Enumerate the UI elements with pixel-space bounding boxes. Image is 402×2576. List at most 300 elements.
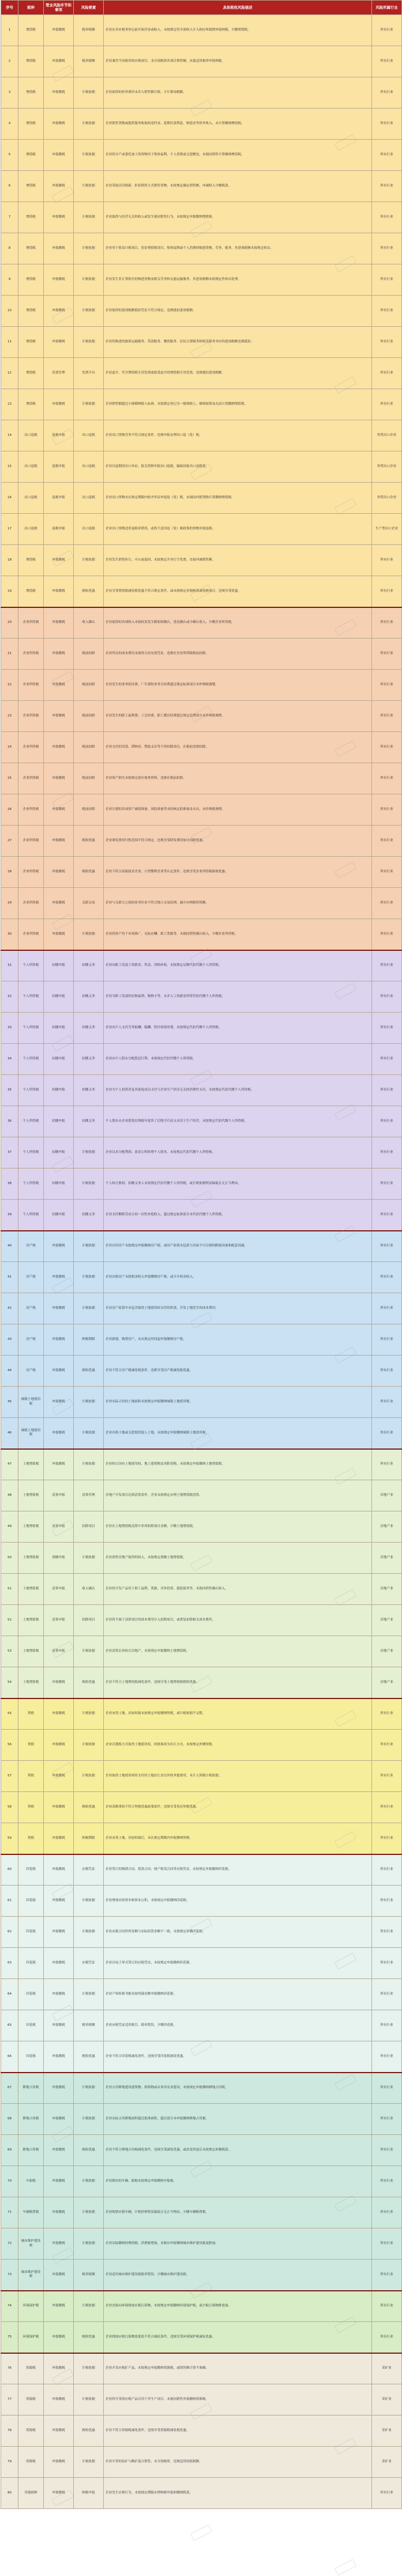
table-row bbox=[1, 545, 402, 576]
cell-industry: 所有行业 bbox=[372, 794, 402, 826]
table-row bbox=[1, 1356, 402, 1387]
cell-no: 12 bbox=[1, 358, 18, 389]
cell-industry: 所有行业 bbox=[372, 670, 402, 701]
cell-tax: 增值税 bbox=[18, 264, 44, 296]
table-row bbox=[1, 140, 402, 171]
cell-desc: 企业支付的罚款、滞纳金、赞助支出等不得扣除项目，在税前违规扣除。 bbox=[104, 732, 372, 763]
cell-tax: 企业所得税 bbox=[18, 639, 44, 670]
cell-desc: 企业不符合印花税减免条件，违规享受印花税减免优惠。 bbox=[104, 2041, 372, 2073]
cell-risk: 计税依据 bbox=[74, 2104, 104, 2135]
cell-link: 申报缴税 bbox=[44, 46, 74, 77]
cell-tax: 城市维护建设税 bbox=[18, 2228, 44, 2260]
cell-no: 9 bbox=[1, 264, 18, 296]
cell-risk: 计税依据 bbox=[74, 202, 104, 233]
cell-risk: 税率税额 bbox=[74, 2260, 104, 2291]
cell-industry: 房地产业 bbox=[372, 1667, 402, 1698]
cell-no: 10 bbox=[1, 296, 18, 327]
cell-tax: 土地增值税 bbox=[18, 1574, 44, 1605]
cell-no: 6 bbox=[1, 171, 18, 202]
cell-risk: 计税依据 bbox=[74, 1418, 104, 1449]
cell-industry: 所有行业 bbox=[372, 981, 402, 1013]
cell-industry: 房地产业 bbox=[372, 1636, 402, 1667]
cell-no: 31 bbox=[1, 950, 18, 981]
cell-desc: 企业实际缴纳的增值税、消费税增加，未相应申报缴纳城市维护建设税及附加。 bbox=[104, 2228, 372, 2260]
table-row bbox=[1, 732, 402, 763]
cell-risk: 计税依据 bbox=[74, 2447, 104, 2478]
table-row bbox=[1, 981, 402, 1013]
cell-industry: 所有行业 bbox=[372, 2228, 402, 2260]
cell-industry: 房地产业 bbox=[372, 1543, 402, 1574]
cell-tax: 印花税 bbox=[18, 1886, 44, 1917]
cell-no: 3 bbox=[1, 77, 18, 109]
cell-no: 54 bbox=[1, 1667, 18, 1698]
cell-link: 申报缴税 bbox=[44, 2073, 74, 2104]
cell-desc: 企业清算后再转让房地产，未按规定申报缴纳土地增值税。 bbox=[104, 1636, 372, 1667]
cell-link: 申报缴税 bbox=[44, 794, 74, 826]
table-row bbox=[1, 2291, 402, 2322]
cell-link: 发票管理 bbox=[44, 358, 74, 389]
cell-tax: 契税 bbox=[18, 1823, 44, 1854]
cell-no: 77 bbox=[1, 2384, 18, 2416]
cell-link: 申报缴税 bbox=[44, 2135, 74, 2166]
cell-industry: 采矿业 bbox=[372, 2447, 402, 2478]
table-row bbox=[1, 1480, 402, 1511]
cell-no: 36 bbox=[1, 1106, 18, 1137]
cell-industry: 外贸出口企业 bbox=[372, 483, 402, 514]
cell-industry: 所有行业 bbox=[372, 639, 402, 670]
cell-no: 51 bbox=[1, 1574, 18, 1605]
header-link: 管业风险环节和事项 bbox=[44, 1, 74, 15]
cell-risk: 计税依据 bbox=[74, 296, 104, 327]
cell-no: 62 bbox=[1, 1917, 18, 1948]
cell-tax: 城镇土地使用税 bbox=[18, 1387, 44, 1418]
table-row bbox=[1, 576, 402, 607]
cell-industry: 所有行业 bbox=[372, 950, 402, 981]
cell-risk: 税率税额 bbox=[74, 46, 104, 77]
cell-no: 61 bbox=[1, 1886, 18, 1917]
cell-desc: 企业出口货物未在规定期限内收齐单证申报退（免）税，未视同内销货物计算缴纳增值税。 bbox=[104, 483, 372, 514]
table-row bbox=[1, 2104, 402, 2135]
table-row bbox=[1, 950, 402, 981]
cell-link: 申报缴税 bbox=[44, 826, 74, 857]
cell-no: 52 bbox=[1, 1605, 18, 1636]
cell-link: 预缴申报 bbox=[44, 1543, 74, 1574]
cell-tax: 土地增值税 bbox=[18, 1511, 44, 1543]
cell-tax: 个人所得税 bbox=[18, 950, 44, 981]
cell-no: 38 bbox=[1, 1168, 18, 1200]
cell-tax: 土地增值税 bbox=[18, 1543, 44, 1574]
cell-link: 退税申报 bbox=[44, 514, 74, 545]
table-row bbox=[1, 857, 402, 888]
cell-link: 申报缴税 bbox=[44, 389, 74, 420]
cell-desc: 企业向个人支付劳务报酬、稿酬、特许权使用费，未按规定代扣代缴个人所得税。 bbox=[104, 1013, 372, 1044]
cell-no: 11 bbox=[1, 327, 18, 358]
cell-no: 73 bbox=[1, 2260, 18, 2291]
cell-tax: 个人所得税 bbox=[18, 1075, 44, 1106]
cell-tax: 资源税 bbox=[18, 2416, 44, 2447]
cell-link: 申报缴税 bbox=[44, 1730, 74, 1761]
cell-desc: 企业承受土地、房屋权属后，未在规定期限内申报缴纳契税。 bbox=[104, 1823, 372, 1854]
cell-industry: 所有行业 bbox=[372, 1979, 402, 2010]
cell-tax: 个人所得税 bbox=[18, 1106, 44, 1137]
cell-no: 55 bbox=[1, 1698, 18, 1730]
cell-no: 60 bbox=[1, 1854, 18, 1886]
cell-link: 申报缴税 bbox=[44, 1761, 74, 1792]
tax-risk-table bbox=[1, 0, 402, 2509]
table-row bbox=[1, 1886, 402, 1917]
cell-no: 57 bbox=[1, 1761, 18, 1792]
cell-tax: 房产税 bbox=[18, 1231, 44, 1262]
cell-link: 申报缴税 bbox=[44, 1262, 74, 1293]
table-row bbox=[1, 2478, 402, 2509]
cell-link: 扣缴申报 bbox=[44, 981, 74, 1013]
table-row bbox=[1, 2416, 402, 2447]
cell-link: 申报缴税 bbox=[44, 202, 74, 233]
cell-no: 42 bbox=[1, 1293, 18, 1324]
cell-industry: 所有行业 bbox=[372, 15, 402, 46]
cell-link: 申报缴税 bbox=[44, 2478, 74, 2509]
cell-desc: 企业不符合土地增值税减免条件，违规享受土地增值税税收优惠。 bbox=[104, 1667, 372, 1698]
header-no: 序号 bbox=[1, 1, 18, 15]
cell-industry: 所有行业 bbox=[372, 1137, 402, 1168]
cell-desc: 企业改制重组不符合契税优惠政策条件，违规享受免征契税优惠。 bbox=[104, 1792, 372, 1823]
cell-link: 申报缴税 bbox=[44, 2197, 74, 2228]
cell-no: 44 bbox=[1, 1356, 18, 1387]
table-row bbox=[1, 1917, 402, 1948]
cell-desc: 房地产开发项目达到清算条件，企业未按规定办理土地增值税清算。 bbox=[104, 1480, 372, 1511]
cell-risk: 扣缴义务 bbox=[74, 1106, 104, 1137]
cell-risk: 税收优惠 bbox=[74, 2041, 104, 2073]
cell-link: 申报缴税 bbox=[44, 732, 74, 763]
cell-industry: 房地产业 bbox=[372, 1480, 402, 1511]
cell-link: 申报缴税 bbox=[44, 15, 74, 46]
cell-tax: 耕地占用税 bbox=[18, 2073, 44, 2104]
cell-no: 74 bbox=[1, 2291, 18, 2322]
cell-no: 58 bbox=[1, 1792, 18, 1823]
watermark-mark bbox=[190, 2524, 212, 2541]
cell-risk: 关联交易 bbox=[74, 888, 104, 919]
cell-industry: 所有行业 bbox=[372, 2104, 402, 2135]
cell-no: 78 bbox=[1, 2416, 18, 2447]
cell-industry: 所有行业 bbox=[372, 202, 402, 233]
cell-link: 申报缴税 bbox=[44, 2291, 74, 2322]
cell-link: 退税申报 bbox=[44, 451, 74, 483]
table-row bbox=[1, 233, 402, 264]
cell-risk: 计税依据 bbox=[74, 1886, 104, 1917]
cell-tax: 土地增值税 bbox=[18, 1480, 44, 1511]
cell-desc: 企业销售货物或提供服务收取的违约金、延期付款利息、赔偿金等价外收入，未计算缴纳增值税。 bbox=[104, 109, 372, 140]
cell-desc: 企业适用城市维护建设税税率错误，少缴城市维护建设税。 bbox=[104, 2260, 372, 2291]
cell-desc: 企业取得的价外费用未并入销售额计税，少计销项税额。 bbox=[104, 77, 372, 109]
cell-industry: 所有行业 bbox=[372, 1262, 402, 1293]
header-risk: 风险要素 bbox=[74, 1, 104, 15]
cell-industry: 所有行业 bbox=[372, 1200, 402, 1231]
table-row bbox=[1, 2228, 402, 2260]
cell-no: 15 bbox=[1, 451, 18, 483]
cell-desc: 企业发生销售折让、中止或退回，未按规定开具红字发票，直接冲减销售额。 bbox=[104, 545, 372, 576]
cell-tax: 印花税 bbox=[18, 1948, 44, 1979]
cell-desc: 企业列支的成本费用未取得合法有效凭证，违规在企业所得税税前扣除。 bbox=[104, 639, 372, 670]
cell-link: 申报缴税 bbox=[44, 2166, 74, 2197]
cell-industry: 所有行业 bbox=[372, 1792, 402, 1823]
cell-risk: 计税依据 bbox=[74, 1698, 104, 1730]
cell-link: 申报缴税 bbox=[44, 576, 74, 607]
cell-no: 80 bbox=[1, 2478, 18, 2509]
cell-tax: 增值税 bbox=[18, 327, 44, 358]
cell-no: 68 bbox=[1, 2104, 18, 2135]
cell-industry: 所有行业 bbox=[372, 389, 402, 420]
table-row bbox=[1, 2041, 402, 2073]
cell-risk: 收入确认 bbox=[74, 607, 104, 639]
cell-link: 申报缴税 bbox=[44, 2416, 74, 2447]
cell-industry: 所有行业 bbox=[372, 857, 402, 888]
table-row bbox=[1, 826, 402, 857]
cell-risk: 计税依据 bbox=[74, 2353, 104, 2384]
cell-link: 申报缴税 bbox=[44, 296, 74, 327]
cell-risk: 清算管理 bbox=[74, 1480, 104, 1511]
table-row bbox=[1, 1698, 402, 1730]
cell-desc: 企业采取以旧换新、折扣销售方式销售货物，未按规定确定销售额，冲减收入少缴税款。 bbox=[104, 171, 372, 202]
cell-industry: 所有行业 bbox=[372, 1854, 402, 1886]
cell-desc: 企业出租房产未按租金收入申报缴纳房产税，或少计租金收入。 bbox=[104, 1262, 372, 1293]
cell-desc: 企业在对应税务登记前开始营业或收入，未按规定将全部收入计入相应所属期申报纳税，少缴增值税。 bbox=[104, 15, 372, 46]
cell-desc: 企业将购进的旅客运输服务、贷款服务、餐饮服务、居民日常服务和娱乐服务对应的进项税额违规抵扣。 bbox=[104, 327, 372, 358]
table-row bbox=[1, 171, 402, 202]
cell-industry: 所有行业 bbox=[372, 888, 402, 919]
cell-tax: 企业所得税 bbox=[18, 826, 44, 857]
cell-link: 申报缴税 bbox=[44, 1418, 74, 1449]
cell-link: 扣缴申报 bbox=[44, 950, 74, 981]
cell-desc: 企业为个人投资者及其家庭成员支付与企业生产经营无关的消费性支出，未按规定代扣代缴个人所得税。 bbox=[104, 1075, 372, 1106]
cell-desc: 企业不符合资源税减免条件，违规享受资源税减免税优惠。 bbox=[104, 2416, 372, 2447]
table-row bbox=[1, 919, 402, 950]
cell-desc: 企业销售额超过小规模纳税人标准，未按规定登记为一般纳税人，继续按简易办法计算缴纳增值税。 bbox=[104, 389, 372, 420]
table-row bbox=[1, 639, 402, 670]
table-row bbox=[1, 1324, 402, 1356]
cell-risk: 计税依据 bbox=[74, 1137, 104, 1168]
cell-risk: 税率税额 bbox=[74, 15, 104, 46]
cell-industry: 所有行业 bbox=[372, 327, 402, 358]
cell-link: 申报缴税 bbox=[44, 1324, 74, 1356]
cell-tax: 城市维护建设税 bbox=[18, 2260, 44, 2291]
cell-no: 53 bbox=[1, 1636, 18, 1667]
cell-tax: 增值税 bbox=[18, 46, 44, 77]
cell-risk: 应税凭证 bbox=[74, 1854, 104, 1886]
cell-industry: 所有行业 bbox=[372, 1917, 402, 1948]
table-row bbox=[1, 1293, 402, 1324]
cell-tax: 耕地占用税 bbox=[18, 2104, 44, 2135]
cell-desc: 企业将开采的应税产品自用于非生产项目，未视同销售申报缴纳资源税。 bbox=[104, 2384, 372, 2416]
cell-desc: 企业直接向环境排放应税污染物，未按规定申报缴纳环境保护税，或少报污染物排放量。 bbox=[104, 2291, 372, 2322]
cell-desc: 企业出口货物适用退税率错误，或将不适用退（免）税政策的货物申报退税。 bbox=[104, 514, 372, 545]
cell-tax: 个人所得税 bbox=[18, 1200, 44, 1231]
cell-tax: 印花税 bbox=[18, 1979, 44, 2010]
cell-link: 清算申报 bbox=[44, 1511, 74, 1543]
cell-desc: 企业虚开、代开增值税专用发票或接受虚开的增值税专用发票，违规抵扣进项税额。 bbox=[104, 358, 372, 389]
cell-desc: 企业出口货物劳务不符合规定条件，违规申报办理出口退（免）税。 bbox=[104, 420, 372, 451]
cell-risk: 计税依据 bbox=[74, 233, 104, 264]
cell-link: 申报缴税 bbox=[44, 1917, 74, 1948]
cell-tax: 印花税 bbox=[18, 1917, 44, 1948]
table-row bbox=[1, 2197, 402, 2228]
cell-link: 申报缴税 bbox=[44, 327, 74, 358]
cell-industry: 所有行业 bbox=[372, 2010, 402, 2041]
cell-link: 扣缴申报 bbox=[44, 1075, 74, 1106]
cell-link: 申报缴税 bbox=[44, 1823, 74, 1854]
cell-link: 申报缴税 bbox=[44, 1886, 74, 1917]
cell-link: 扣缴申报 bbox=[44, 1044, 74, 1075]
cell-no: 29 bbox=[1, 888, 18, 919]
table-row bbox=[1, 420, 402, 451]
cell-no: 32 bbox=[1, 981, 18, 1013]
table-row bbox=[1, 1761, 402, 1792]
cell-no: 72 bbox=[1, 2228, 18, 2260]
cell-desc: 企业将不属于清算项目的成本费用计入扣除项目，或重复扣除相关成本费用。 bbox=[104, 1605, 372, 1636]
cell-tax: 企业所得税 bbox=[18, 888, 44, 919]
cell-risk: 计税依据 bbox=[74, 2291, 104, 2322]
cell-industry: 所有行业 bbox=[372, 576, 402, 607]
cell-risk: 税收优惠 bbox=[74, 2322, 104, 2353]
cell-tax: 企业所得税 bbox=[18, 670, 44, 701]
cell-risk: 扣缴义务 bbox=[74, 1200, 104, 1231]
cell-industry: 所有行业 bbox=[372, 1231, 402, 1262]
cell-no: 16 bbox=[1, 483, 18, 514]
cell-tax: 资源税 bbox=[18, 2384, 44, 2416]
cell-industry: 所有行业 bbox=[372, 109, 402, 140]
cell-risk: 计税依据 bbox=[74, 2073, 104, 2104]
cell-industry: 所有行业 bbox=[372, 46, 402, 77]
cell-tax: 环境保护税 bbox=[18, 2322, 44, 2353]
cell-risk: 纳税期限 bbox=[74, 1324, 104, 1356]
table-row bbox=[1, 389, 402, 420]
cell-tax: 资源税 bbox=[18, 2353, 44, 2384]
cell-link: 申报缴税 bbox=[44, 77, 74, 109]
cell-no: 17 bbox=[1, 514, 18, 545]
cell-risk: 税收优惠 bbox=[74, 576, 104, 607]
cell-desc: 企业开采的原矿与精矿混合销售，未分别核算，违规适用较低税额。 bbox=[104, 2447, 372, 2478]
table-row bbox=[1, 358, 402, 389]
cell-risk: 计税依据 bbox=[74, 1730, 104, 1761]
cell-industry: 所有行业 bbox=[372, 2322, 402, 2353]
cell-no: 46 bbox=[1, 1418, 18, 1449]
table-row bbox=[1, 1636, 402, 1667]
cell-desc: 企业取得的各项收入未按权责发生制原则确认，延迟确认或少确认收入，少缴企业所得税。 bbox=[104, 607, 372, 639]
cell-link: 申报缴税 bbox=[44, 2228, 74, 2260]
cell-industry: 所有行业 bbox=[372, 171, 402, 202]
cell-tax: 契税 bbox=[18, 1698, 44, 1730]
table-row bbox=[1, 2384, 402, 2416]
cell-desc: 企业应税凭证适用税目、税率错误，少缴印花税。 bbox=[104, 2010, 372, 2041]
cell-no: 79 bbox=[1, 2447, 18, 2478]
table-row bbox=[1, 607, 402, 639]
table-row bbox=[1, 2322, 402, 2353]
cell-link: 申报缴税 bbox=[44, 670, 74, 701]
cell-no: 28 bbox=[1, 857, 18, 888]
cell-tax: 资源税 bbox=[18, 2447, 44, 2478]
cell-risk: 计税依据 bbox=[74, 1917, 104, 1948]
cell-link: 申报缴税 bbox=[44, 2104, 74, 2135]
cell-no: 65 bbox=[1, 2010, 18, 2041]
cell-industry: 所有行业 bbox=[372, 1761, 402, 1792]
cell-link: 申报缴税 bbox=[44, 545, 74, 576]
table-row bbox=[1, 1418, 402, 1449]
cell-desc: 企业取得的进项税额抵扣凭证不符合规定，违规抵扣进项税额。 bbox=[104, 296, 372, 327]
cell-risk: 扣缴义务 bbox=[74, 1075, 104, 1106]
cell-risk: 计税依据 bbox=[74, 77, 104, 109]
cell-link: 清算申报 bbox=[44, 1605, 74, 1636]
cell-link: 申报缴税 bbox=[44, 171, 74, 202]
table-row bbox=[1, 1387, 402, 1418]
cell-no: 66 bbox=[1, 2041, 18, 2073]
cell-risk: 纳税申报 bbox=[74, 2478, 104, 2509]
cell-link: 申报缴税 bbox=[44, 1979, 74, 2010]
cell-desc: 企业发生应税行为，未按规定期限办理纳税申报和缴纳税款。 bbox=[104, 2478, 372, 2509]
cell-link: 清算申报 bbox=[44, 1574, 74, 1605]
cell-tax: 企业所得税 bbox=[18, 701, 44, 732]
cell-link: 申报缴税 bbox=[44, 1698, 74, 1730]
cell-desc: 企业转让国有土地使用权、地上建筑物及其附着物，未按规定申报缴纳土地增值税。 bbox=[104, 1449, 372, 1480]
cell-risk: 计税依据 bbox=[74, 1979, 104, 2010]
cell-risk: 出口退税 bbox=[74, 483, 104, 514]
cell-risk: 计税依据 bbox=[74, 327, 104, 358]
table-row bbox=[1, 1730, 402, 1761]
cell-link: 申报缴税 bbox=[44, 701, 74, 732]
table-row bbox=[1, 46, 402, 77]
cell-tax: 个人所得税 bbox=[18, 1137, 44, 1168]
cell-risk: 计税依据 bbox=[74, 171, 104, 202]
cell-no: 34 bbox=[1, 1044, 18, 1075]
cell-tax: 增值税 bbox=[18, 389, 44, 420]
cell-tax: 房产税 bbox=[18, 1324, 44, 1356]
cell-tax: 土地增值税 bbox=[18, 1667, 44, 1698]
cell-link: 清算申报 bbox=[44, 1480, 74, 1511]
cell-risk: 税收优惠 bbox=[74, 1356, 104, 1387]
table-row bbox=[1, 1605, 402, 1636]
cell-industry: 所有行业 bbox=[372, 1075, 402, 1106]
cell-no: 13 bbox=[1, 389, 18, 420]
cell-link: 扣缴申报 bbox=[44, 1106, 74, 1137]
cell-risk: 出口退税 bbox=[74, 451, 104, 483]
cell-tax: 土地增值税 bbox=[18, 1636, 44, 1667]
table-row bbox=[1, 1574, 402, 1605]
table-row bbox=[1, 2353, 402, 2384]
cell-risk: 税前扣除 bbox=[74, 763, 104, 794]
cell-industry: 外贸出口企业 bbox=[372, 420, 402, 451]
cell-tax: 个人所得税 bbox=[18, 1044, 44, 1075]
cell-industry: 所有行业 bbox=[372, 1387, 402, 1418]
cell-risk: 出口退税 bbox=[74, 514, 104, 545]
cell-risk: 收入确认 bbox=[74, 1574, 104, 1605]
cell-desc: 企业与关联方之间的业务往来不符合独立交易原则，减少应纳税所得额。 bbox=[104, 888, 372, 919]
cell-tax: 城镇土地使用税 bbox=[18, 1418, 44, 1449]
cell-tax: 企业所得税 bbox=[18, 607, 44, 639]
cell-tax: 增值税 bbox=[18, 109, 44, 140]
cell-industry: 所有行业 bbox=[372, 732, 402, 763]
cell-link: 申报缴税 bbox=[44, 1792, 74, 1823]
cell-desc: 企业为职工发放的实物福利、购物卡等，未并入工资薪金所得代扣代缴个人所得税。 bbox=[104, 981, 372, 1013]
cell-no: 1 bbox=[1, 15, 18, 46]
cell-tax: 契税 bbox=[18, 1730, 44, 1761]
cell-tax: 印花税 bbox=[18, 2041, 44, 2073]
cell-link: 申报缴税 bbox=[44, 233, 74, 264]
cell-link: 扣缴申报 bbox=[44, 1137, 74, 1168]
cell-no: 7 bbox=[1, 202, 18, 233]
cell-industry: 所有行业 bbox=[372, 358, 402, 389]
table-row bbox=[1, 1231, 402, 1262]
cell-link: 退税申报 bbox=[44, 483, 74, 514]
cell-link: 扣缴申报 bbox=[44, 1200, 74, 1231]
cell-desc: 企业拥有的车辆、船舶未按规定申报缴纳车船税。 bbox=[104, 2166, 372, 2197]
